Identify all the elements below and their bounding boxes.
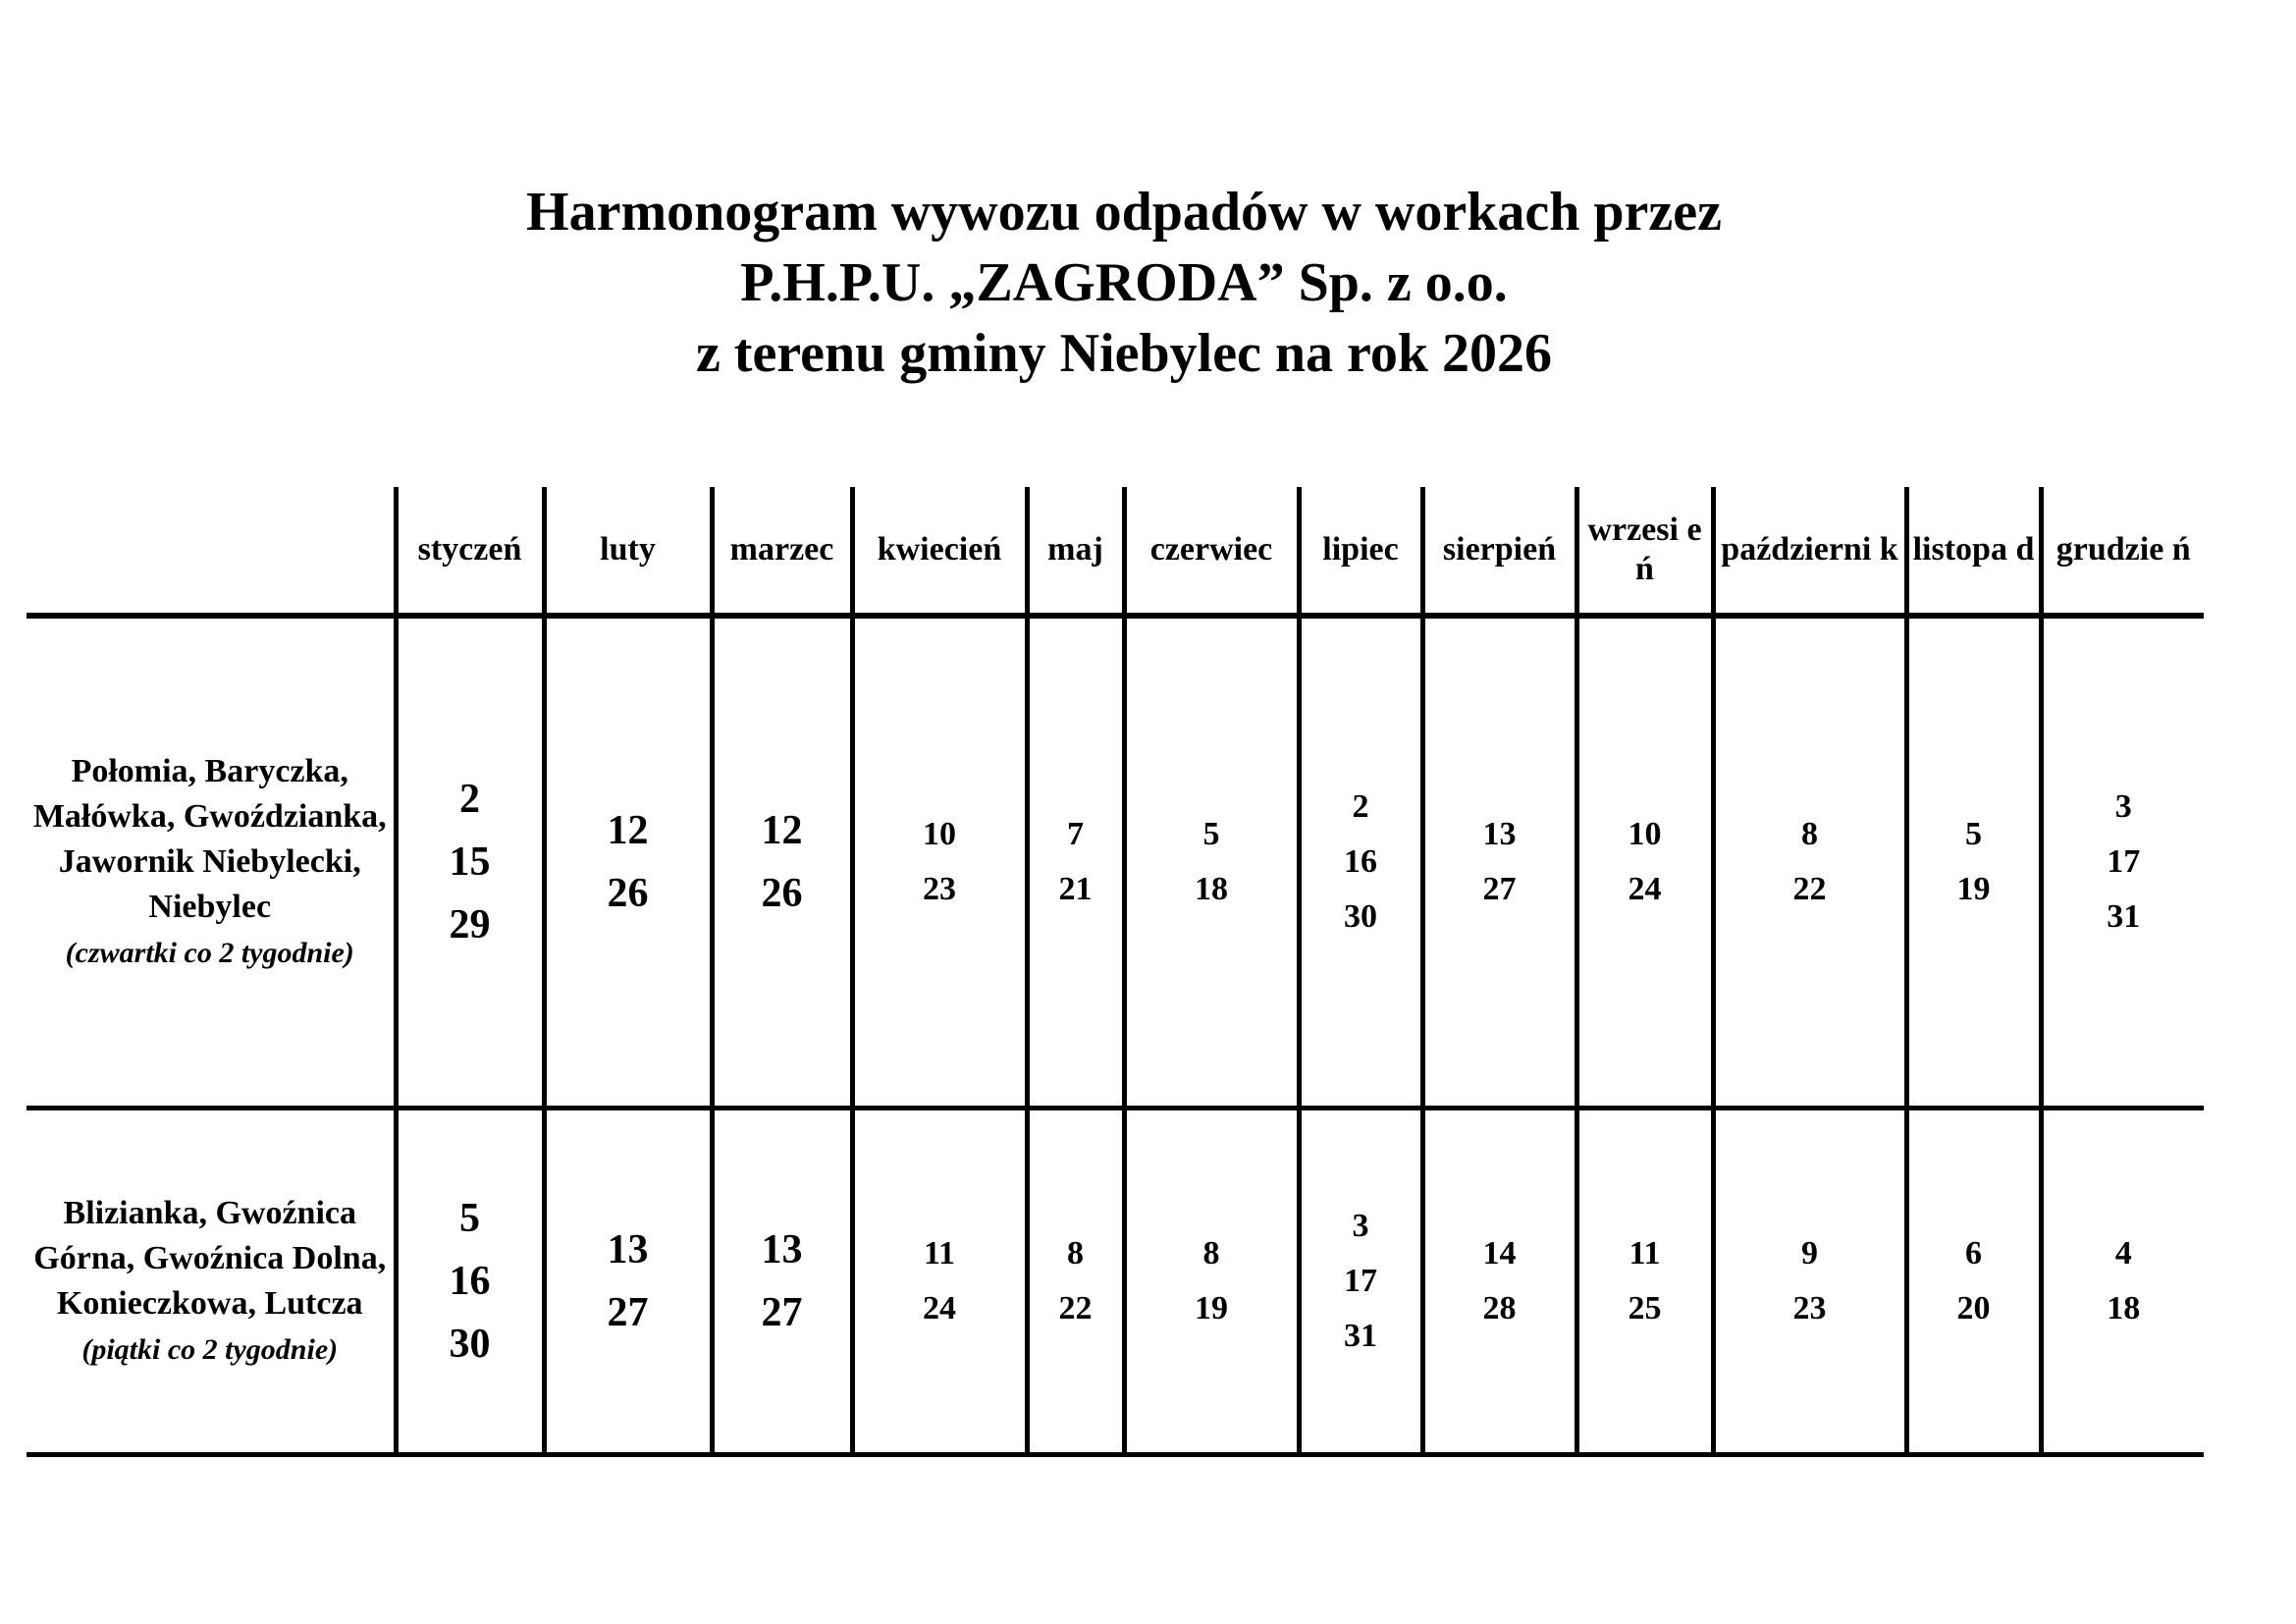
- date-value: 13: [1482, 816, 1517, 852]
- title-line-3: z terenu gminy Niebylec na rok 2026: [695, 323, 1553, 384]
- dates-cell: [1027, 1109, 1124, 1455]
- table-row: [27, 616, 2204, 1109]
- month-header-luty: luty: [544, 487, 712, 616]
- dates-cell: [852, 1109, 1027, 1455]
- date-value: 26: [761, 871, 803, 916]
- dates-cell: [1027, 616, 1124, 1109]
- dates-cell: [544, 1109, 712, 1455]
- dates-cell: [396, 616, 544, 1109]
- date-value: 17: [1344, 1263, 1377, 1299]
- date-value: 8: [1801, 816, 1818, 852]
- area-cell: [27, 616, 396, 1109]
- date-value: 19: [1195, 1290, 1228, 1326]
- area-schedule-note: (piątki co 2 tygodnie): [81, 1332, 339, 1366]
- dates-cell: [1124, 616, 1299, 1109]
- date-value: 7: [1067, 816, 1084, 852]
- date-value: 3: [2114, 788, 2132, 825]
- date-value: 5: [1965, 816, 1982, 852]
- date-value: 2: [1352, 788, 1369, 825]
- dates-cell: [1576, 616, 1713, 1109]
- dates-cell: [2041, 1109, 2204, 1455]
- dates-cell: [1906, 616, 2041, 1109]
- date-value: 8: [1067, 1235, 1084, 1272]
- date-value: 10: [1628, 816, 1662, 852]
- month-header-kwiecien: kwiecień: [852, 487, 1027, 616]
- date-value: 30: [449, 1322, 491, 1367]
- corner-header: [27, 487, 396, 616]
- date-value: 14: [1482, 1235, 1517, 1272]
- date-value: 8: [1202, 1235, 1220, 1272]
- date-value: 12: [761, 808, 803, 853]
- date-value: 11: [923, 1235, 956, 1272]
- date-value: 26: [607, 871, 649, 916]
- dates-cell: [1422, 616, 1576, 1109]
- dates-cell: [1124, 1109, 1299, 1455]
- date-value: 9: [1801, 1235, 1818, 1272]
- date-value: 22: [1058, 1290, 1093, 1326]
- date-value: 4: [2114, 1235, 2132, 1272]
- date-value: 27: [607, 1290, 649, 1335]
- month-header-maj: maj: [1027, 487, 1124, 616]
- date-value: 23: [923, 871, 956, 907]
- date-value: 22: [1792, 871, 1827, 907]
- table-row: [27, 1109, 2204, 1455]
- date-value: 10: [923, 816, 956, 852]
- date-value: 27: [1482, 871, 1517, 907]
- date-value: 25: [1628, 1290, 1662, 1326]
- dates-cell: [1713, 1109, 1906, 1455]
- month-header-lipiec: lipiec: [1299, 487, 1422, 616]
- date-value: 21: [1058, 871, 1093, 907]
- date-value: 29: [449, 902, 491, 947]
- date-value: 28: [1482, 1290, 1517, 1326]
- dates-cell: [1576, 1109, 1713, 1455]
- dates-cell: [1713, 616, 1906, 1109]
- dates-cell: [712, 1109, 852, 1455]
- month-header-pazdziernik: październi k: [1713, 487, 1906, 616]
- month-header-wrzesien: wrzesi eń: [1576, 487, 1713, 616]
- dates-cell: [1299, 1109, 1422, 1455]
- date-value: 13: [761, 1227, 803, 1272]
- date-value: 2: [459, 777, 480, 822]
- date-value: 3: [1352, 1208, 1369, 1244]
- title-line-2: P.H.P.U. „ZAGRODA” Sp. z o.o.: [740, 252, 1508, 313]
- month-header-grudzien: grudzie ń: [2041, 487, 2204, 616]
- dates-cell: [2041, 616, 2204, 1109]
- date-value: 5: [459, 1196, 480, 1241]
- month-header-listopad: listopa d: [1906, 487, 2041, 616]
- date-value: 23: [1792, 1290, 1827, 1326]
- dates-cell: [396, 1109, 544, 1455]
- document-title: [0, 177, 2248, 389]
- date-value: 24: [923, 1290, 956, 1326]
- date-value: 27: [761, 1290, 803, 1335]
- date-value: 31: [2107, 898, 2141, 935]
- dates-cell: [1299, 616, 1422, 1109]
- area-names: Blizianka, Gwoźnica Górna, Gwoźnica Dolna, Konieczkowa, Lutcza: [33, 1194, 387, 1322]
- dates-cell: [852, 616, 1027, 1109]
- date-value: 15: [449, 839, 491, 885]
- date-value: 18: [2107, 1290, 2141, 1326]
- area-schedule-note: (czwartki co 2 tygodnie): [65, 936, 354, 969]
- month-header-styczen: styczeń: [396, 487, 544, 616]
- dates-cell: [1906, 1109, 2041, 1455]
- date-value: 19: [1956, 871, 1991, 907]
- date-value: 24: [1628, 871, 1662, 907]
- month-header-row: [27, 487, 2204, 616]
- collection-schedule-table: [27, 487, 2204, 1457]
- dates-cell: [712, 616, 852, 1109]
- date-value: 16: [449, 1259, 491, 1304]
- date-value: 17: [2107, 843, 2141, 880]
- date-value: 20: [1956, 1290, 1991, 1326]
- date-value: 5: [1202, 816, 1220, 852]
- dates-cell: [544, 616, 712, 1109]
- area-cell: [27, 1109, 396, 1455]
- month-header-sierpien: sierpień: [1422, 487, 1576, 616]
- dates-cell: [1422, 1109, 1576, 1455]
- area-names: Połomia, Baryczka, Małówka, Gwoździanka, Jawornik Niebylecki, Niebylec: [32, 752, 387, 925]
- date-value: 31: [1344, 1318, 1377, 1354]
- date-value: 16: [1344, 843, 1377, 880]
- date-value: 6: [1965, 1235, 1982, 1272]
- date-value: 18: [1195, 871, 1228, 907]
- month-header-czerwiec: czerwiec: [1124, 487, 1299, 616]
- date-value: 13: [607, 1227, 649, 1272]
- title-line-1: Harmonogram wywozu odpadów w workach przez: [526, 182, 1722, 243]
- date-value: 12: [607, 808, 649, 853]
- date-value: 11: [1629, 1235, 1661, 1272]
- date-value: 30: [1344, 898, 1377, 935]
- month-header-marzec: marzec: [712, 487, 852, 616]
